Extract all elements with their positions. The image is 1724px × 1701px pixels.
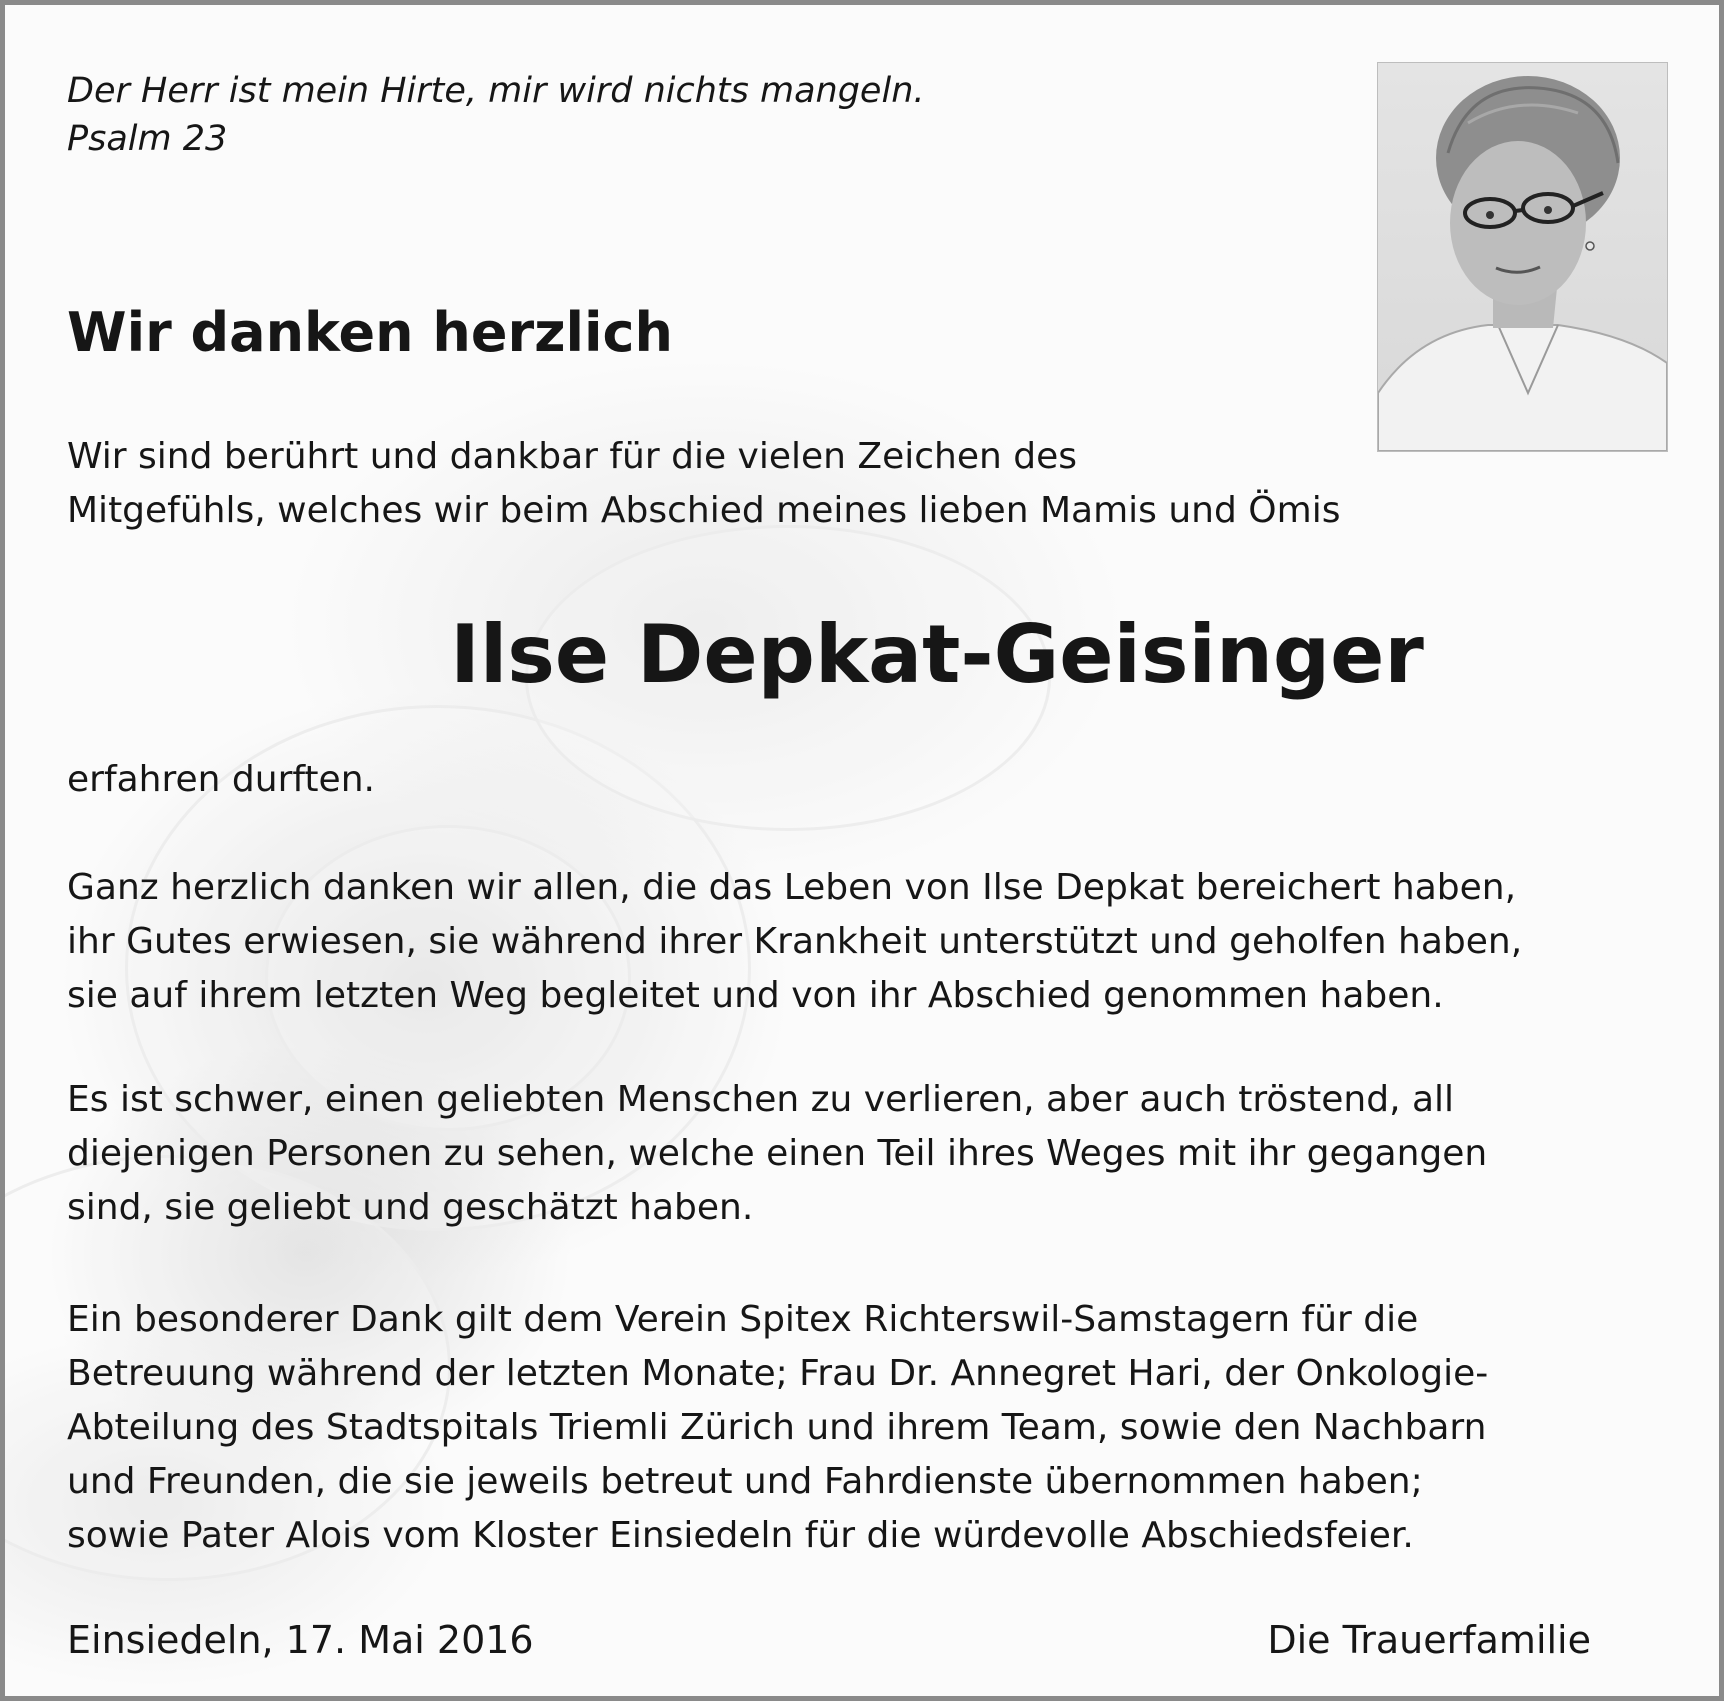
deceased-name: Ilse Depkat-Geisinger <box>450 608 1424 701</box>
text-line: sie auf ihrem letzten Weg begleitet und von ihr Abschied genommen haben. <box>67 975 1444 1016</box>
thanks-paragraph <box>67 861 1522 1023</box>
text-line: Mitgefühls, welches wir beim Abschied meines lieben Mamis und Ömis <box>67 490 1341 531</box>
place-and-date: Einsiedeln, 17. Mai 2016 <box>67 1618 534 1662</box>
signature: Die Trauerfamilie <box>1267 1618 1591 1662</box>
after-name-text: erfahren durften. <box>67 759 375 800</box>
special-thanks-paragraph <box>67 1293 1488 1563</box>
text-line: Wir sind berührt und dankbar für die vielen Zeichen des <box>67 436 1078 477</box>
text-line: sind, sie geliebt und geschätzt haben. <box>67 1187 754 1228</box>
text-line: Ein besonderer Dank gilt dem Verein Spitex Richterswil-Samstagern für die <box>67 1299 1419 1340</box>
text-line: Ganz herzlich danken wir allen, die das Leben von Ilse Depkat bereichert haben, <box>67 867 1517 908</box>
quote-source: Psalm 23 <box>67 119 228 159</box>
portrait-photo <box>1377 62 1668 452</box>
text-line: ihr Gutes erwiesen, sie während ihrer Krankheit unterstützt und geholfen haben, <box>67 921 1523 962</box>
text-line: sowie Pater Alois vom Kloster Einsiedeln für die würdevolle Abschiedsfeier. <box>67 1515 1414 1556</box>
text-line: Es ist schwer, einen geliebten Menschen zu verlieren, aber auch tröstend, all <box>67 1079 1455 1120</box>
text-line: diejenigen Personen zu sehen, welche einen Teil ihres Weges mit ihr gegangen <box>67 1133 1488 1174</box>
quote-line: Der Herr ist mein Hirte, mir wird nichts mangeln. <box>67 71 925 111</box>
text-line: Abteilung des Stadtspitals Triemli Zürich und ihrem Team, sowie den Nachbarn <box>67 1407 1487 1448</box>
portrait-illustration <box>1378 63 1667 451</box>
text-line: Betreuung während der letzten Monate; Frau Dr. Annegret Hari, der Onkologie- <box>67 1353 1489 1394</box>
intro-paragraph <box>67 430 1340 538</box>
psalm-quote <box>67 67 925 163</box>
thank-you-heading: Wir danken herzlich <box>67 301 673 364</box>
text-line: und Freunden, die sie jeweils betreut und Fahrdienste übernommen haben; <box>67 1461 1423 1502</box>
comfort-paragraph <box>67 1073 1487 1235</box>
